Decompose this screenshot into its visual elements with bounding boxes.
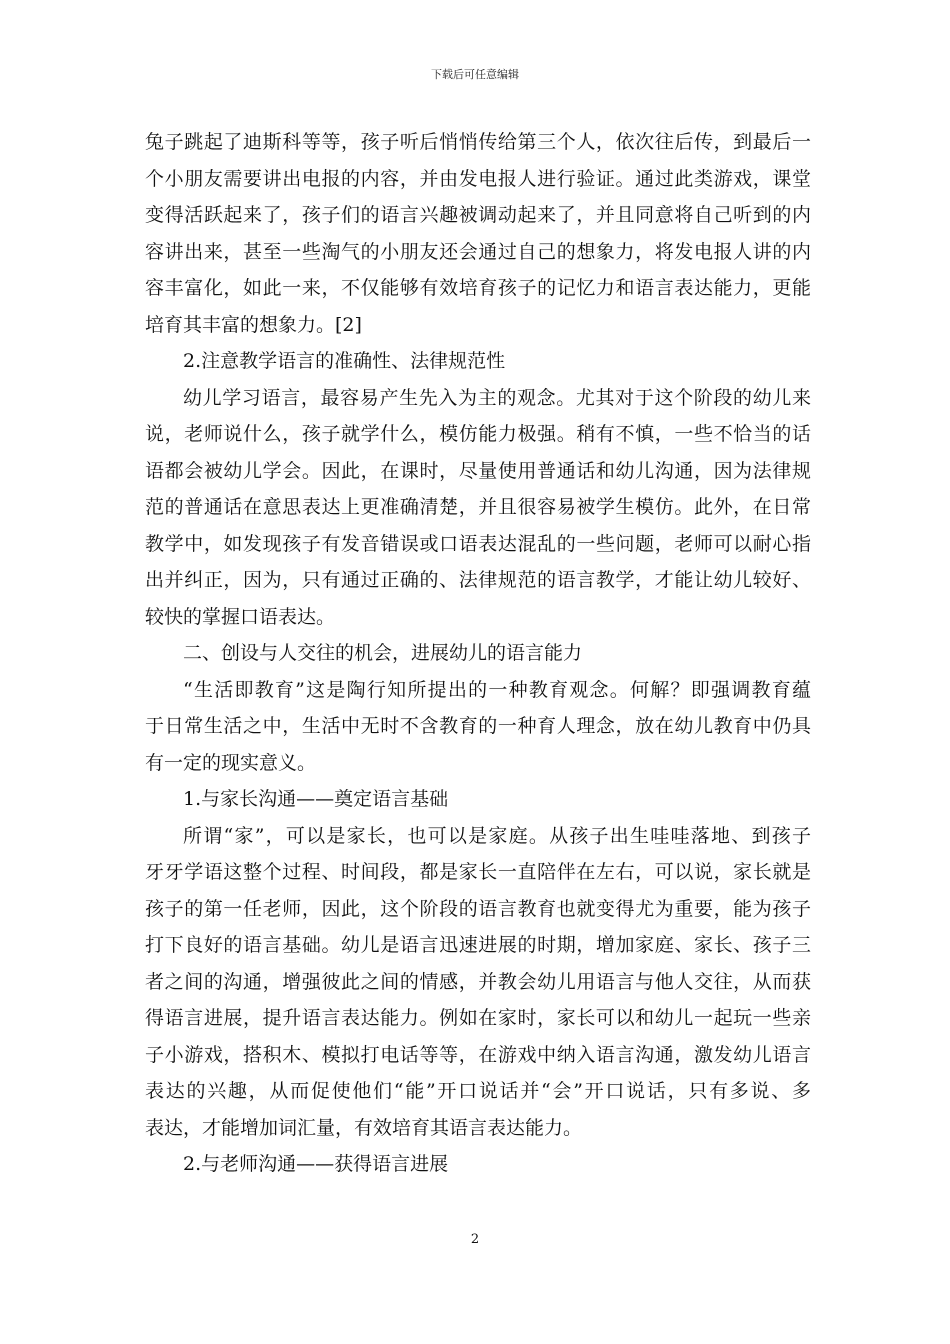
- paragraph-line: 培育其丰富的想象力。[2]: [145, 313, 362, 336]
- paragraph-line: 范的普通话在意思表达上更准确清楚，并且很容易被学生模仿。此外，在日常: [145, 496, 811, 518]
- paragraph-line: 孩子的第一任老师，因此，这个阶段的语言教育也就变得尤为重要，能为孩子: [145, 897, 811, 920]
- page-number: 2: [470, 1232, 480, 1247]
- paragraph-line: 表达，才能增加词汇量，有效培育其语言表达能力。: [145, 1116, 583, 1139]
- paragraph-line: 个小朋友需要讲出电报的内容，并由发电报人进行验证。通过此类游戏，课堂: [145, 167, 811, 190]
- paragraph-line: 者之间的沟通，增强彼此之间的情感，并教会幼儿用语言与他人交往，从而获: [145, 970, 811, 993]
- document-body: [145, 124, 811, 1183]
- paragraph-line: 子小游戏，搭积木、模拟打电话等等，在游戏中纳入语言沟通，激发幼儿语言: [145, 1043, 811, 1066]
- page-header: 下载后可任意编辑: [431, 68, 519, 81]
- paragraph-line: 变得活跃起来了，孩子们的语言兴趣被调动起来了，并且同意将自己听到的内: [145, 204, 811, 226]
- paragraph-line: “生活即教育”这是陶行知所提出的一种教育观念。何解？即强调教育蕴: [183, 678, 811, 701]
- paragraph-line: 说，老师说什么，孩子就学什么，模仿能力极强。稍有不慎，一些不恰当的话: [145, 423, 811, 445]
- paragraph-line: 得语言进展，提升语言表达能力。例如在家时，家长可以和幼儿一起玩一些亲: [145, 1007, 811, 1029]
- paragraph-line: 兔子跳起了迪斯科等等，孩子听后悄悄传给第三个人，依次往后传，到最后一: [145, 131, 811, 153]
- paragraph-line: 表达的兴趣，从而促使他们“能”开口说话并“会”开口说话，只有多说、多: [145, 1080, 811, 1102]
- section-heading: 2.与老师沟通——获得语言进展: [183, 1153, 449, 1175]
- section-heading: 1.与家长沟通——奠定语言基础: [183, 788, 449, 810]
- paragraph-line: 于日常生活之中，生活中无时不含教育的一种育人理念，放在幼儿教育中仍具: [145, 715, 811, 737]
- paragraph-line: 教学中，如发现孩子有发音错误或口语表达混乱的一些问题，老师可以耐心指: [145, 532, 811, 555]
- section-heading: 二、创设与人交往的机会，进展幼儿的语言能力: [183, 642, 583, 664]
- paragraph-line: 语都会被幼儿学会。因此，在课时，尽量使用普通话和幼儿沟通，因为法律规: [145, 459, 811, 482]
- paragraph-line: 有一定的现实意义。: [145, 751, 317, 774]
- paragraph-line: 牙牙学语这整个过程、时间段，都是家长一直陪伴在左右，可以说，家长就是: [145, 861, 811, 883]
- paragraph-line: 容丰富化，如此一来，不仅能够有效培育孩子的记忆力和语言表达能力，更能: [145, 277, 811, 299]
- paragraph-line: 容讲出来，甚至一些淘气的小朋友还会通过自己的想象力，将发电报人讲的内: [145, 240, 811, 263]
- paragraph-line: 所谓“家”，可以是家长，也可以是家庭。从孩子出生哇哇落地、到孩子: [183, 824, 811, 847]
- section-heading: 2.注意教学语言的准确性、法律规范性: [183, 350, 506, 372]
- paragraph-line: 出并纠正，因为，只有通过正确的、法律规范的语言教学，才能让幼儿较好、: [145, 569, 811, 591]
- paragraph-line: 较快的掌握口语表达。: [145, 605, 336, 628]
- paragraph-line: 打下良好的语言基础。幼儿是语言迅速进展的时期，增加家庭、家长、孩子三: [145, 934, 811, 956]
- paragraph-line: 幼儿学习语言，最容易产生先入为主的观念。尤其对于这个阶段的幼儿来: [183, 386, 811, 409]
